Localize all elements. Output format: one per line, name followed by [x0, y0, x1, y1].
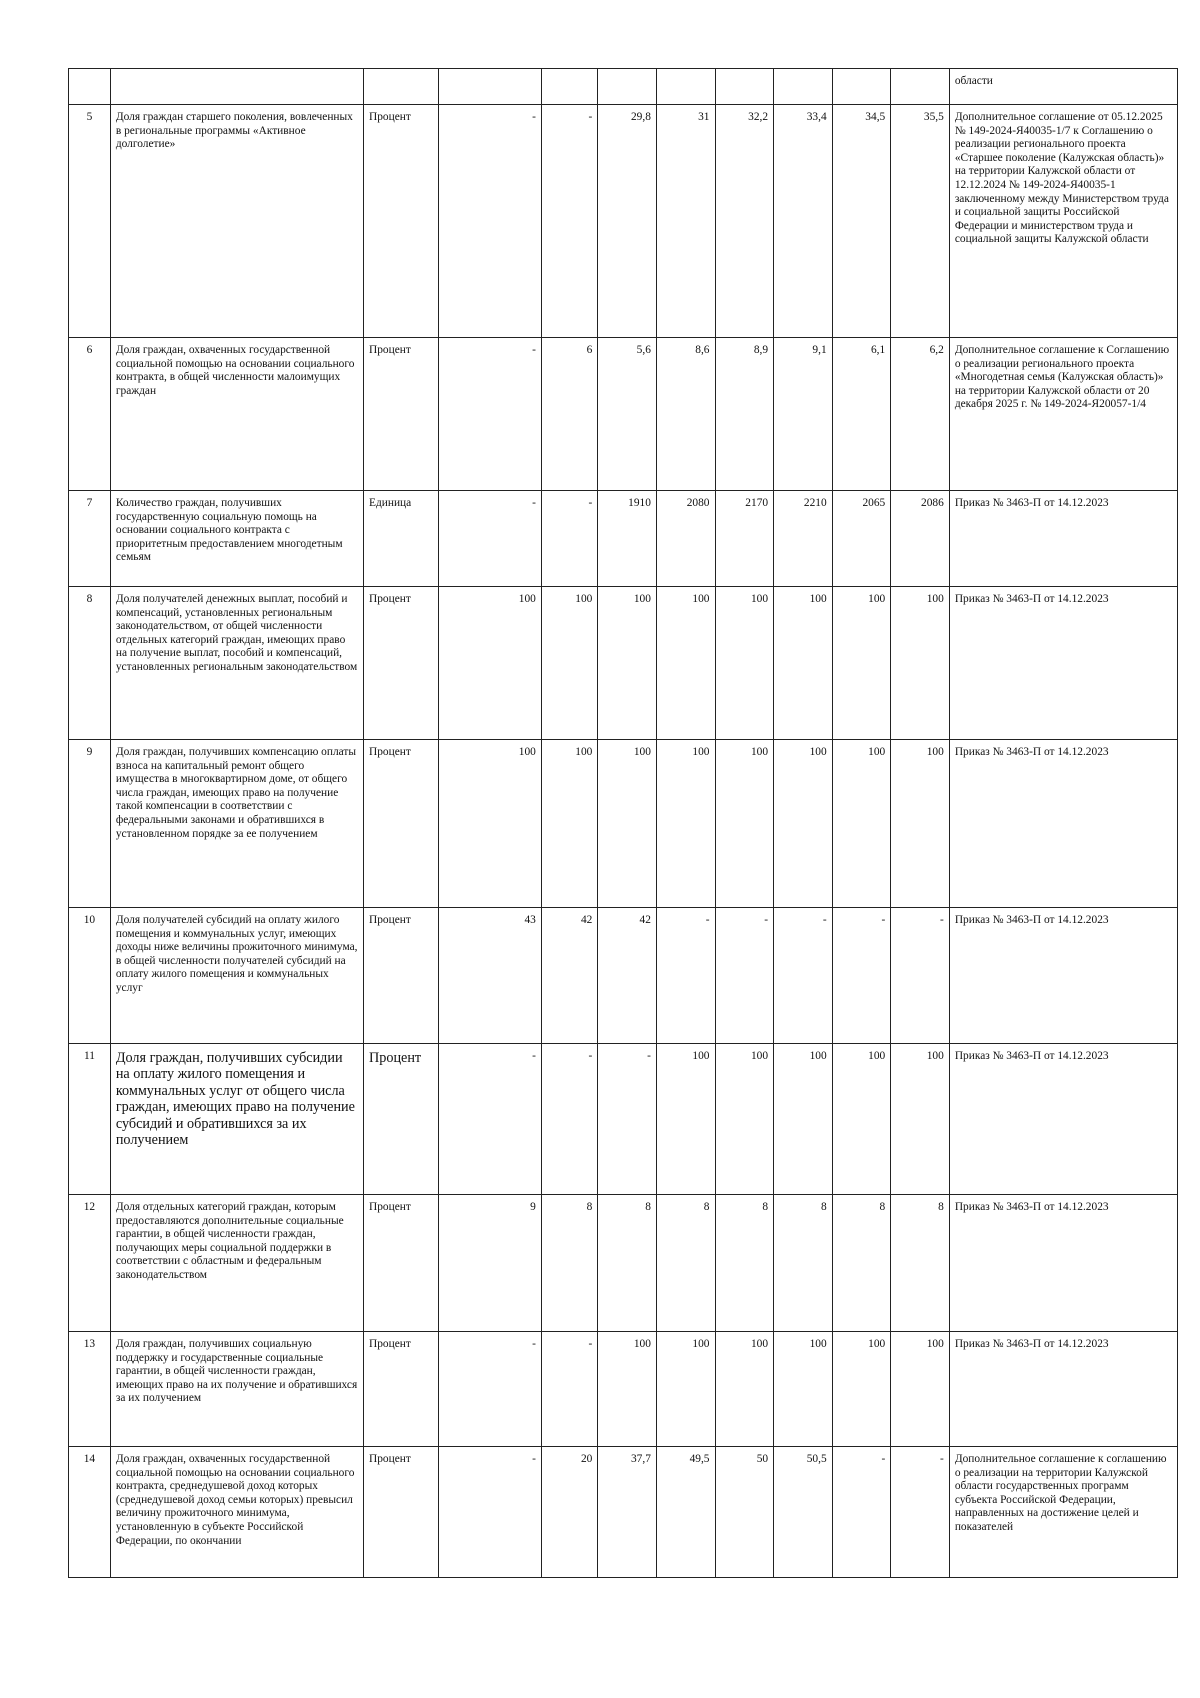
unit-cell: Процент — [364, 587, 439, 740]
value-cell: 100 — [656, 587, 715, 740]
value-cell: - — [774, 908, 833, 1044]
table-row-continuation — [69, 69, 1178, 105]
value-cell: 100 — [598, 1332, 657, 1447]
value-cell: 6,2 — [891, 338, 950, 491]
row-number: 12 — [69, 1195, 111, 1332]
value-cell: 2086 — [891, 491, 950, 587]
value-cell: 8,6 — [656, 338, 715, 491]
value-cell: 50 — [715, 1447, 774, 1578]
value-cell: 42 — [541, 908, 597, 1044]
table-row — [69, 1044, 1178, 1195]
value-cell: 2080 — [656, 491, 715, 587]
value-cell: - — [439, 105, 542, 338]
value-cell: 8,9 — [715, 338, 774, 491]
value-cell: 32,2 — [715, 105, 774, 338]
value-cell: 8 — [598, 1195, 657, 1332]
table-row — [69, 908, 1178, 1044]
value-cell: - — [891, 908, 950, 1044]
value-cell: 100 — [891, 740, 950, 908]
value-cell: 100 — [439, 740, 542, 908]
value-cell: - — [439, 1044, 542, 1195]
indicator-name: Доля граждан старшего поколения, вовлеченных в региональные программы «Активное долголетие» — [110, 105, 363, 338]
value-cell: 100 — [656, 740, 715, 908]
value-cell: - — [715, 908, 774, 1044]
value-cell: 100 — [715, 1332, 774, 1447]
unit-cell: Процент — [364, 1447, 439, 1578]
value-cell: 100 — [832, 587, 891, 740]
value-cell: 100 — [715, 740, 774, 908]
value-cell: - — [656, 908, 715, 1044]
value-cell: 8 — [832, 1195, 891, 1332]
value-cell: 100 — [656, 1044, 715, 1195]
value-cell: 33,4 — [774, 105, 833, 338]
row-number: 10 — [69, 908, 111, 1044]
value-cell: 100 — [715, 1044, 774, 1195]
row-number: 8 — [69, 587, 111, 740]
indicator-name: Количество граждан, получивших государственную социальную помощь на основании социального контракта с приоритетным предоставлением многодетным семьям — [110, 491, 363, 587]
value-cell: 2065 — [832, 491, 891, 587]
value-cell: - — [439, 1447, 542, 1578]
table-row — [69, 740, 1178, 908]
value-cell: 100 — [439, 587, 542, 740]
value-cell: 100 — [541, 740, 597, 908]
indicator-name: Доля граждан, охваченных государственной социальной помощью на основании социального контракта, среднедушевой доход которых (среднедушевой доход семьи которых) превысил величину прожиточного минимума, установленную в субъекте Российской Федерации, по окончании — [110, 1447, 363, 1578]
value-cell: 37,7 — [598, 1447, 657, 1578]
unit-cell: Процент — [364, 338, 439, 491]
value-cell: - — [541, 491, 597, 587]
value-cell: 100 — [891, 587, 950, 740]
source-cell: Приказ № 3463-П от 14.12.2023 — [949, 1195, 1177, 1332]
value-cell: 100 — [891, 1044, 950, 1195]
table-row — [69, 105, 1178, 338]
value-cell: 8 — [656, 1195, 715, 1332]
value-cell: 9 — [439, 1195, 542, 1332]
row-number: 9 — [69, 740, 111, 908]
source-cell: области — [949, 69, 1177, 105]
table-body — [69, 69, 1178, 1578]
unit-cell: Процент — [364, 105, 439, 338]
table-row — [69, 1447, 1178, 1578]
value-cell: - — [598, 1044, 657, 1195]
value-cell: 35,5 — [891, 105, 950, 338]
value-cell: 100 — [774, 1332, 833, 1447]
value-cell: - — [541, 105, 597, 338]
row-number: 5 — [69, 105, 111, 338]
table-row — [69, 491, 1178, 587]
value-cell: 100 — [541, 587, 597, 740]
source-cell: Приказ № 3463-П от 14.12.2023 — [949, 908, 1177, 1044]
value-cell: 31 — [656, 105, 715, 338]
value-cell: 2210 — [774, 491, 833, 587]
value-cell: 8 — [774, 1195, 833, 1332]
value-cell: 100 — [832, 740, 891, 908]
source-cell: Дополнительное соглашение к Соглашению о реализации регионального проекта «Многодетная семья (Калужская область)» на территории Калужской области от 20 декабря 2025 г. № 149-2024-Я20057-1/4 — [949, 338, 1177, 491]
indicator-name: Доля получателей денежных выплат, пособий и компенсаций, установленных региональным законодательством, от общей численности отдельных категорий граждан, имеющих право на получение выплат, пособий и компенсаций, установленных региональным законодательством — [110, 587, 363, 740]
value-cell: 100 — [832, 1332, 891, 1447]
value-cell: 100 — [774, 587, 833, 740]
table-row — [69, 338, 1178, 491]
source-cell: Приказ № 3463-П от 14.12.2023 — [949, 1332, 1177, 1447]
value-cell: 42 — [598, 908, 657, 1044]
unit-cell: Единица — [364, 491, 439, 587]
value-cell: 8 — [891, 1195, 950, 1332]
unit-cell: Процент — [364, 1195, 439, 1332]
source-cell: Приказ № 3463-П от 14.12.2023 — [949, 491, 1177, 587]
value-cell: 100 — [832, 1044, 891, 1195]
value-cell: 20 — [541, 1447, 597, 1578]
value-cell: 8 — [541, 1195, 597, 1332]
unit-cell: Процент — [364, 1332, 439, 1447]
value-cell: - — [832, 1447, 891, 1578]
source-cell: Дополнительное соглашение к соглашению о реализации на территории Калужской области государственных программ субъекта Российской Федерации, направленных на достижение целей и показателей — [949, 1447, 1177, 1578]
value-cell: 2170 — [715, 491, 774, 587]
table-row — [69, 587, 1178, 740]
value-cell: 34,5 — [832, 105, 891, 338]
value-cell: - — [439, 1332, 542, 1447]
value-cell: 8 — [715, 1195, 774, 1332]
value-cell: 100 — [598, 587, 657, 740]
value-cell: 1910 — [598, 491, 657, 587]
unit-cell: Процент — [364, 740, 439, 908]
value-cell: 6,1 — [832, 338, 891, 491]
indicator-name: Доля отдельных категорий граждан, которым предоставляются дополнительные социальные гарантии, в общей численности граждан, получающих меры социальной поддержки в соответствии с областным и федеральным законодательством — [110, 1195, 363, 1332]
indicator-name: Доля граждан, получивших субсидии на оплату жилого помещения и коммунальных услуг от общего числа граждан, имеющих право на получение субсидий и обратившихся за их получением — [110, 1044, 363, 1195]
value-cell: 100 — [774, 740, 833, 908]
indicator-name: Доля граждан, получивших компенсацию оплаты взноса на капитальный ремонт общего имущества в многоквартирном доме, от общего числа граждан, имеющих право на получение такой компенсации в соответствии с федеральными законами и обратившихся в установленном порядке за ее получением — [110, 740, 363, 908]
row-number: 14 — [69, 1447, 111, 1578]
table-row — [69, 1332, 1178, 1447]
value-cell: 100 — [891, 1332, 950, 1447]
value-cell: 29,8 — [598, 105, 657, 338]
table-row — [69, 1195, 1178, 1332]
value-cell: - — [891, 1447, 950, 1578]
value-cell: 100 — [774, 1044, 833, 1195]
value-cell: 50,5 — [774, 1447, 833, 1578]
value-cell: - — [541, 1332, 597, 1447]
value-cell: 49,5 — [656, 1447, 715, 1578]
row-number: 7 — [69, 491, 111, 587]
source-cell: Приказ № 3463-П от 14.12.2023 — [949, 587, 1177, 740]
value-cell: - — [541, 1044, 597, 1195]
value-cell: - — [832, 908, 891, 1044]
value-cell: 100 — [715, 587, 774, 740]
indicator-name: Доля граждан, охваченных государственной социальной помощью на основании социального контракта, в общей численности малоимущих граждан — [110, 338, 363, 491]
source-cell: Дополнительное соглашение от 05.12.2025 № 149-2024-Я40035-1/7 к Соглашению о реализации регионального проекта «Старшее поколение (Калужская область)» на территории Калужской области от 12.12.2024 № 149-2024-Я40035-1 заключенному между Министерством труда и социальной защиты Российской Федерации и министерством труда и социальной защиты Калужской области — [949, 105, 1177, 338]
row-number: 11 — [69, 1044, 111, 1195]
value-cell: 100 — [598, 740, 657, 908]
unit-cell: Процент — [364, 908, 439, 1044]
source-cell: Приказ № 3463-П от 14.12.2023 — [949, 740, 1177, 908]
value-cell: - — [439, 338, 542, 491]
row-number: 6 — [69, 338, 111, 491]
value-cell: 100 — [656, 1332, 715, 1447]
value-cell: - — [439, 491, 542, 587]
value-cell: 43 — [439, 908, 542, 1044]
unit-cell: Процент — [364, 1044, 439, 1195]
indicator-name: Доля получателей субсидий на оплату жилого помещения и коммунальных услуг, имеющих доходы ниже величины прожиточного минимума, в общей численности получателей субсидий на оплату жилого помещения и коммунальных услуг — [110, 908, 363, 1044]
source-cell: Приказ № 3463-П от 14.12.2023 — [949, 1044, 1177, 1195]
value-cell: 5,6 — [598, 338, 657, 491]
indicators-table — [68, 68, 1178, 1578]
value-cell: 9,1 — [774, 338, 833, 491]
value-cell: 6 — [541, 338, 597, 491]
indicator-name: Доля граждан, получивших социальную поддержку и государственные социальные гарантии, в общей численности граждан, имеющих право на их получение и обратившихся за их получением — [110, 1332, 363, 1447]
row-number: 13 — [69, 1332, 111, 1447]
